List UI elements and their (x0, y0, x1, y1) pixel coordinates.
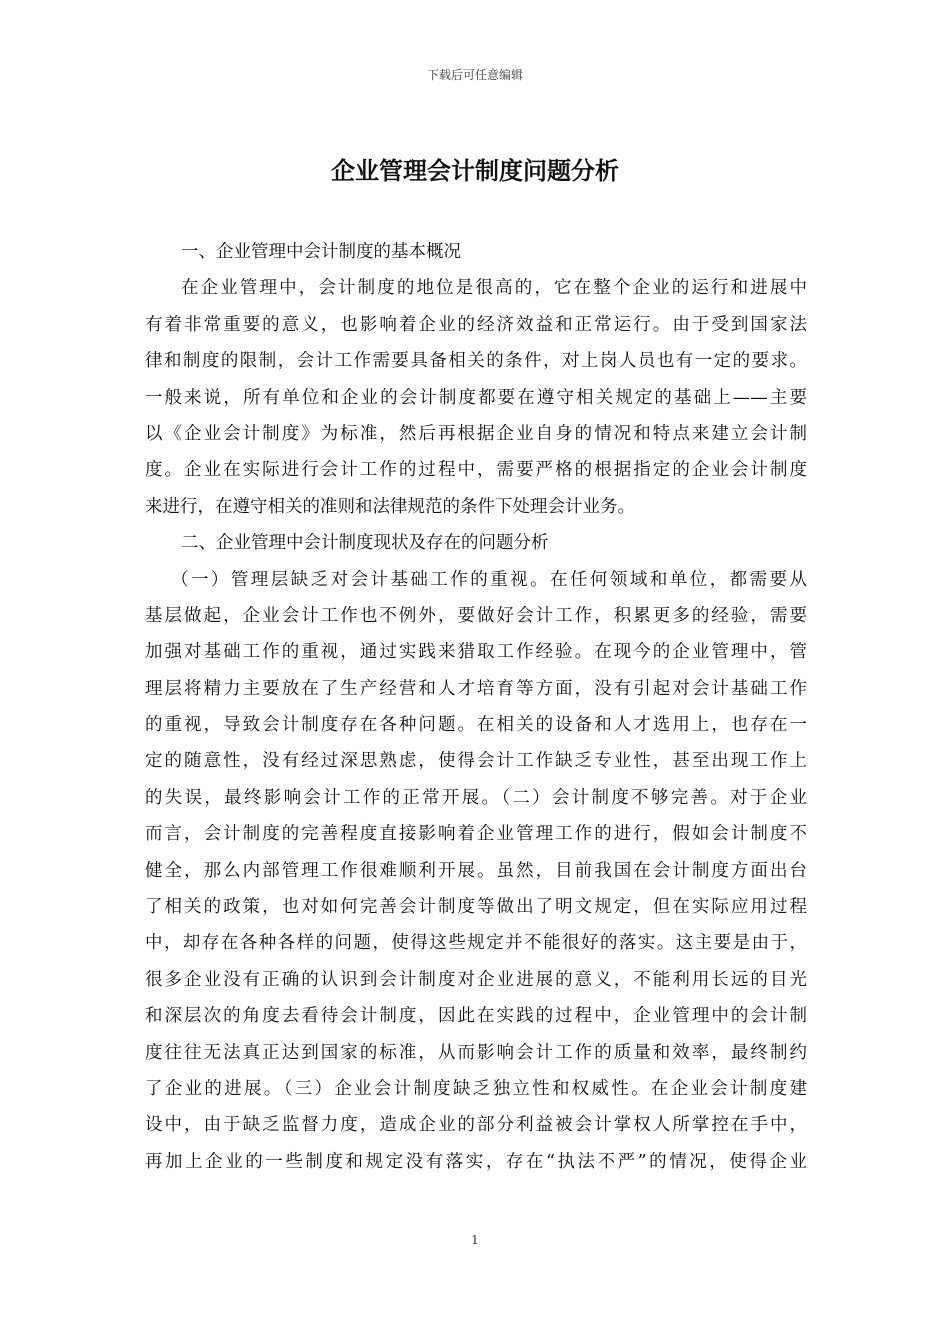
paragraph-line: 以《企业会计制度》为标准，然后再根据企业自身的情况和特点来建立会计制 (145, 423, 807, 444)
paragraph-line: 来进行，在遵守相关的准则和法律规范的条件下处理会计业务。 (145, 496, 635, 517)
paragraph-line: 健全，那么内部管理工作很难顺利开展。虽然，目前我国在会计制度方面出台 (145, 860, 807, 881)
paragraph-line: 定的随意性，没有经过深思熟虑，使得会计工作缺乏专业性，甚至出现工作上 (145, 751, 807, 772)
paragraph-line: 了企业的进展。（三）企业会计制度缺乏独立性和权威性。在企业会计制度建 (145, 1078, 807, 1099)
paragraph-line: 度往往无法真正达到国家的标准，从而影响会计工作的质量和效率，最终制约 (145, 1042, 807, 1063)
paragraph-line: 和深层次的角度去看待会计制度，因此在实践的过程中，企业管理中的会计制 (145, 1006, 807, 1027)
paragraph-line: 基层做起，企业会计工作也不例外，要做好会计工作，积累更多的经验，需要 (145, 605, 807, 626)
page-number: 1 (471, 1233, 479, 1247)
paragraph-line: 中，却存在各种各样的问题，使得这些规定并不能很好的落实。这主要是由于， (145, 933, 807, 954)
section-heading-2: 二、企业管理中会计制度现状及存在的问题分析 (181, 533, 549, 554)
paragraph-line: 度。企业在实际进行会计工作的过程中，需要严格的根据指定的企业会计制度 (145, 460, 807, 481)
paragraph-line: 律和制度的限制，会计工作需要具备相关的条件，对上岗人员也有一定的要求。 (145, 351, 807, 372)
paragraph-line: （一）管理层缺乏对会计基础工作的重视。在任何领域和单位，都需要从 (171, 569, 807, 590)
paragraph-line: 再加上企业的一些制度和规定没有落实，存在“执法不严”的情况，使得企业 (145, 1151, 807, 1172)
paragraph-line: 加强对基础工作的重视，通过实践来猎取工作经验。在现今的企业管理中，管 (145, 642, 807, 663)
paragraph-line: 的重视，导致会计制度存在各种问题。在相关的设备和人才选用上，也存在一 (145, 715, 807, 736)
paragraph-line: 很多企业没有正确的认识到会计制度对企业进展的意义，不能利用长远的目光 (145, 969, 807, 990)
document-title: 企业管理会计制度问题分析 (331, 156, 619, 185)
document-body (145, 234, 807, 1180)
paragraph-line: 设中，由于缺乏监督力度，造成企业的部分利益被会计掌权人所掌控在手中， (145, 1115, 807, 1136)
paragraph-line: 一般来说，所有单位和企业的会计制度都要在遵守相关规定的基础上——主要 (145, 387, 807, 408)
paragraph-line: 理层将精力主要放在了生产经营和人才培育等方面，没有引起对会计基础工作 (145, 678, 807, 699)
section-heading-1: 一、企业管理中会计制度的基本概况 (181, 242, 461, 262)
paragraph-line: 而言，会计制度的完善程度直接影响着企业管理工作的进行，假如会计制度不 (145, 824, 807, 845)
page-header-note: 下载后可任意编辑 (426, 68, 523, 82)
paragraph-line: 的失误，最终影响会计工作的正常开展。（二）会计制度不够完善。对于企业 (145, 787, 807, 808)
paragraph-line: 有着非常重要的意义，也影响着企业的经济效益和正常运行。由于受到国家法 (145, 314, 807, 335)
paragraph-line: 了相关的政策，也对如何完善会计制度等做出了明文规定，但在实际应用过程 (145, 897, 807, 918)
paragraph-line: 在企业管理中，会计制度的地位是很高的，它在整个企业的运行和进展中 (181, 278, 807, 299)
